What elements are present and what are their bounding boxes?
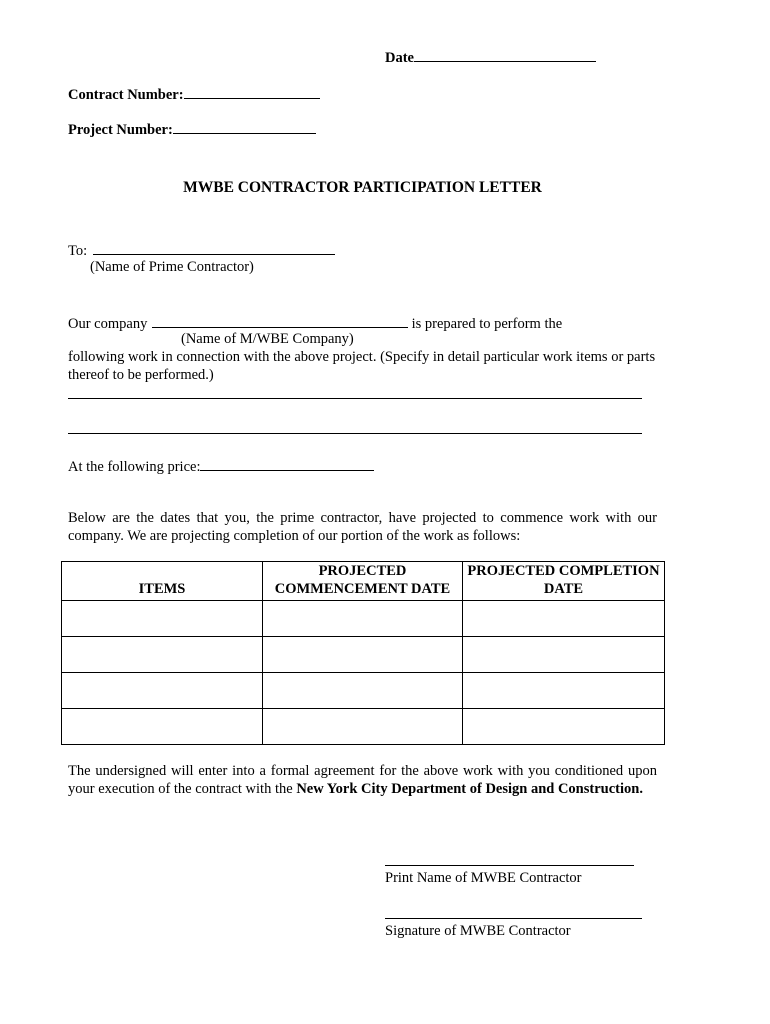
completion-date-cell[interactable] [463,601,665,637]
work-description-instructions: following work in connection with the above project. (Specify in detail particular work items or parts thereof to be performed.) [68,349,656,383]
print-name-line[interactable] [385,865,634,866]
company-caption: (Name of M/WBE Company) [181,331,354,347]
price-label: At the following price: [68,459,201,475]
completion-date-column-header: PROJECTED COMPLETION DATE [463,562,665,601]
agreement-paragraph [68,762,657,798]
price-blank[interactable] [200,456,374,471]
commencement-date-column-header: PROJECTED COMMENCEMENT DATE [263,562,463,601]
completion-date-cell[interactable] [463,637,665,673]
project-number-blank[interactable] [173,119,316,134]
contract-number-blank[interactable] [184,84,320,99]
date-blank[interactable] [414,47,596,62]
agreement-text: The undersigned will enter into a formal agreement for the above work with you conditioned upon your execution of the contract with the [68,763,657,797]
completion-date-cell[interactable] [463,709,665,745]
agreement-agency-name: New York City Department of Design and Construction. [296,781,643,797]
company-prefix: Our company [68,316,148,332]
company-name-blank[interactable] [152,313,408,328]
company-line [68,313,562,333]
project-number-label: Project Number: [68,122,173,138]
contract-number-field [68,84,320,104]
commencement-date-cell[interactable] [263,637,463,673]
to-label: To: [68,243,88,259]
to-field [68,240,335,260]
price-field [68,456,374,476]
work-line-1[interactable] [68,398,642,399]
item-cell[interactable] [62,709,263,745]
table-row [62,709,665,745]
completion-date-cell[interactable] [463,673,665,709]
schedule-table [61,561,665,745]
date-label: Date [385,50,414,66]
document-title: MWBE CONTRACTOR PARTICIPATION LETTER [183,179,542,196]
work-line-2[interactable] [68,433,642,434]
table-header-row [62,562,665,601]
item-cell[interactable] [62,601,263,637]
prime-contractor-caption: (Name of Prime Contractor) [90,259,254,275]
commencement-date-cell[interactable] [263,601,463,637]
item-cell[interactable] [62,673,263,709]
project-number-field [68,119,316,139]
print-name-label: Print Name of MWBE Contractor [385,870,582,886]
table-row [62,637,665,673]
signature-label: Signature of MWBE Contractor [385,923,571,939]
table-row [62,601,665,637]
dates-intro-paragraph: Below are the dates that you, the prime contractor, have projected to commence work with our company. We are projecting completion of our portion of the work as follows: [68,510,657,544]
items-column-header: ITEMS [62,562,263,601]
date-field [385,47,596,67]
table-row [62,673,665,709]
company-suffix: is prepared to perform the [411,316,563,332]
commencement-date-cell[interactable] [263,709,463,745]
item-cell[interactable] [62,637,263,673]
signature-line[interactable] [385,918,642,919]
contract-number-label: Contract Number: [68,87,184,103]
prime-contractor-blank[interactable] [93,240,335,255]
commencement-date-cell[interactable] [263,673,463,709]
